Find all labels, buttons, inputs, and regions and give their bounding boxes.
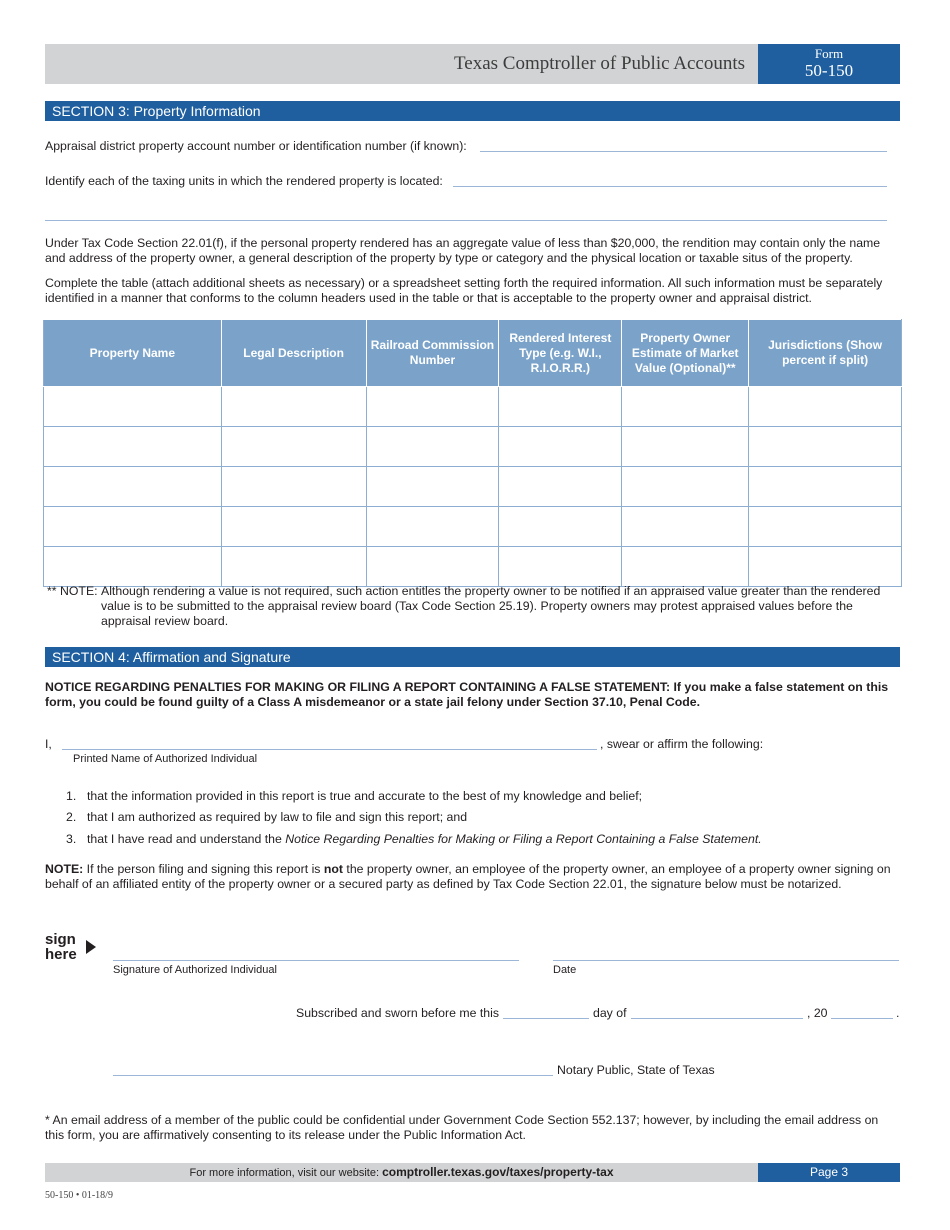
footer-info-text: For more information, visit our website: [189, 1167, 383, 1179]
note-text-1: If the person filing and signing this report is [83, 862, 324, 876]
table-cell[interactable] [366, 507, 499, 547]
table-cell[interactable] [622, 547, 749, 587]
affirmation-item-3-text: that I have read and understand the [87, 832, 286, 846]
day-field[interactable] [503, 1018, 589, 1019]
year-field[interactable] [831, 1018, 893, 1019]
col-header-rendered-interest-type: Rendered Interest Type (e.g. W.I., R.I.O.R.R.) [499, 320, 622, 387]
here-word: here [45, 946, 77, 963]
date-label: Date [553, 964, 577, 976]
table-cell[interactable] [366, 427, 499, 467]
form-label: Form [814, 46, 844, 61]
table-cell[interactable] [749, 387, 902, 427]
note-prefix: ** NOTE: [47, 584, 98, 598]
table-cell[interactable] [44, 507, 222, 547]
affirmation-item-3 [87, 832, 762, 847]
table-cell[interactable] [499, 427, 622, 467]
account-number-label: Appraisal district property account number or identification number (if known): [45, 139, 467, 153]
signature-field[interactable] [113, 960, 519, 961]
table-row [44, 547, 902, 587]
year-label: , 20 [807, 1006, 828, 1020]
taxing-units-field[interactable] [453, 186, 887, 187]
account-number-field[interactable] [480, 151, 887, 152]
table-cell[interactable] [499, 507, 622, 547]
table-cell[interactable] [366, 387, 499, 427]
agency-title: Texas Comptroller of Public Accounts [453, 53, 745, 74]
form-number-box [758, 44, 900, 84]
table-row [44, 427, 902, 467]
section4-title: SECTION 4: Affirmation and Signature [45, 647, 900, 667]
col-header-legal-description: Legal Description [221, 320, 366, 387]
table-cell[interactable] [622, 387, 749, 427]
arrow-right-icon [86, 940, 96, 954]
table-cell[interactable] [366, 467, 499, 507]
table-cell[interactable] [499, 547, 622, 587]
table-cell[interactable] [499, 467, 622, 507]
notary-signature-field[interactable] [113, 1075, 553, 1076]
table-cell[interactable] [44, 547, 222, 587]
table-cell[interactable] [622, 507, 749, 547]
table-row [44, 507, 902, 547]
note-not: not [323, 862, 343, 876]
footer-bar [45, 1163, 758, 1182]
i-label: I, [45, 737, 52, 751]
sign-here-label [45, 932, 77, 962]
table-cell[interactable] [622, 427, 749, 467]
property-table [43, 319, 902, 587]
col-header-jurisdictions: Jurisdictions (Show percent if split) [749, 320, 902, 387]
signature-label: Signature of Authorized Individual [113, 964, 277, 976]
table-cell[interactable] [749, 507, 902, 547]
table-cell[interactable] [749, 427, 902, 467]
note-bold: NOTE: [45, 862, 84, 876]
sign-word: sign [45, 931, 76, 948]
table-cell[interactable] [44, 387, 222, 427]
table-cell[interactable] [221, 547, 366, 587]
note-text-2: the property owner, an employee of the property owner, an employee of a property owner signing on behalf of an affiliated entity of the property owner or a secured party as defined by Tax Code Section 22.01, the signature below must be notarized. [45, 862, 891, 891]
form-code: 50-150 • 01-18/9 [45, 1190, 113, 1201]
period: . [896, 1006, 900, 1020]
col-header-railroad-commission-number: Railroad Commission Number [366, 320, 499, 387]
item-number-3: 3. [66, 832, 77, 846]
printed-name-field[interactable] [62, 749, 597, 750]
month-field[interactable] [631, 1018, 803, 1019]
table-row [44, 387, 902, 427]
col-header-property-name: Property Name [44, 320, 222, 387]
page-number: Page 3 [758, 1163, 900, 1182]
table-cell[interactable] [499, 387, 622, 427]
table-cell[interactable] [749, 547, 902, 587]
section3-paragraph-1: Under Tax Code Section 22.01(f), if the personal property rendered has an aggregate value of less than $20,000, the rendition may contain only the name and address of the property owner, a general description of the property by type or category and the physical location or taxable situs of the property. [45, 236, 881, 265]
item-number-2: 2. [66, 810, 77, 824]
footer-website-link[interactable]: comptroller.texas.gov/taxes/property-tax [382, 1165, 614, 1179]
table-cell[interactable] [221, 467, 366, 507]
table-cell[interactable] [221, 427, 366, 467]
penalty-notice: NOTICE REGARDING PENALTIES FOR MAKING OR FILING A REPORT CONTAINING A FALSE STATEMENT: If you make a false statement on this form, you could be found guilty of a Class A misdemeanor or a state jail felony under Section 37.10, Penal Code. [45, 680, 889, 709]
swear-label: , swear or affirm the following: [600, 737, 764, 751]
form-number: 50-150 [804, 61, 854, 80]
subscribed-label: Subscribed and sworn before me this [296, 1006, 500, 1020]
notary-label: Notary Public, State of Texas [557, 1063, 715, 1077]
affirmation-item-2: that I am authorized as required by law to file and sign this report; and [87, 810, 468, 824]
table-cell[interactable] [221, 507, 366, 547]
notarization-note [45, 862, 900, 892]
taxing-units-field-2[interactable] [45, 220, 887, 221]
affirmation-item-3-italic: Notice Regarding Penalties for Making or Filing a Report Containing a False Statement. [285, 832, 762, 846]
day-of-label: day of [593, 1006, 627, 1020]
table-header-row [44, 320, 902, 387]
table-cell[interactable] [366, 547, 499, 587]
taxing-units-label: Identify each of the taxing units in which the rendered property is located: [45, 174, 443, 188]
table-cell[interactable] [622, 467, 749, 507]
section3-paragraph-2: Complete the table (attach additional sheets as necessary) or a spreadsheet setting forth the required information. All such information must be separately identified in a manner that conforms to the column headers used in the table or that is acceptable to the property owner and appraisal district. [45, 276, 883, 305]
section3-title: SECTION 3: Property Information [45, 101, 900, 121]
date-field[interactable] [553, 960, 899, 961]
item-number-1: 1. [66, 789, 77, 803]
table-cell[interactable] [749, 467, 902, 507]
table-row [44, 467, 902, 507]
table-cell[interactable] [44, 467, 222, 507]
affirmation-item-1: that the information provided in this report is true and accurate to the best of my knowledge and belief; [87, 789, 643, 803]
col-header-market-value: Property Owner Estimate of Market Value (Optional)** [622, 320, 749, 387]
note-text: Although rendering a value is not required, such action entitles the property owner to be notified if an appraised value greater than the rendered value is to be submitted to the appraisal review board (Tax Code Section 25.19). Property owners may protest appraised values before the appraisal review board. [101, 584, 881, 628]
table-cell[interactable] [221, 387, 366, 427]
email-note: * An email address of a member of the public could be confidential under Government Code Section 552.137; however, by including the email address on this form, you are affirmatively consenting to its release under the Public Information Act. [45, 1113, 879, 1142]
table-cell[interactable] [44, 427, 222, 467]
printed-name-label: Printed Name of Authorized Individual [73, 753, 258, 765]
